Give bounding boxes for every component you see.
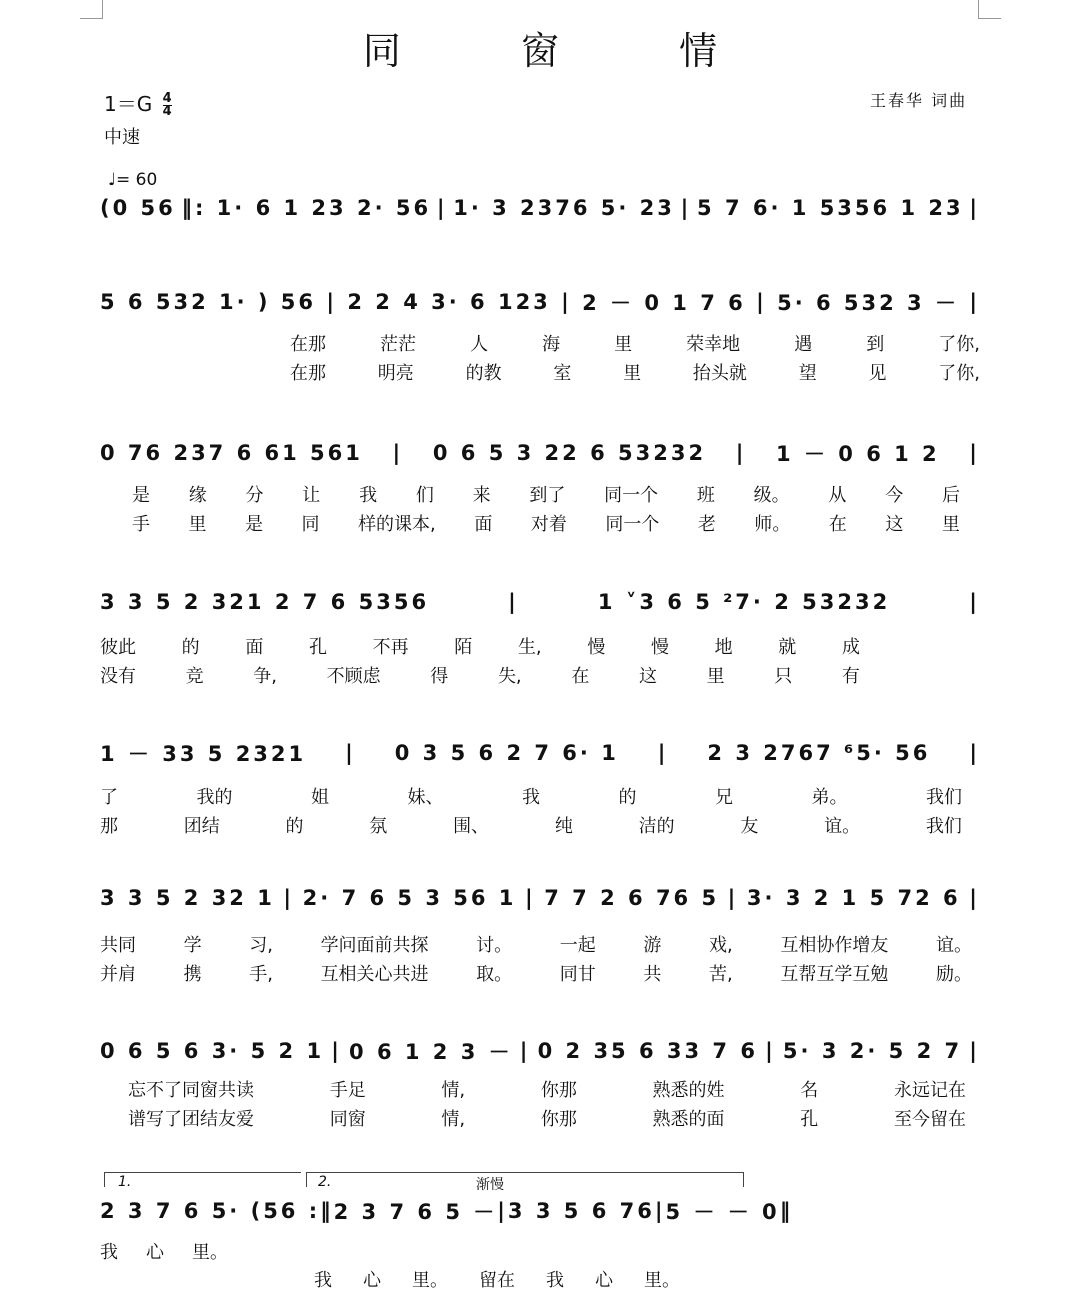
lyric: 友 <box>740 816 759 837</box>
lyric: 苦, <box>709 964 733 985</box>
key-text: 1＝G <box>104 92 153 116</box>
measure: 2 － 0 1 7 6 <box>582 291 746 315</box>
lyric: 得 <box>430 666 449 687</box>
lyric: 是 <box>132 485 150 506</box>
barline: | <box>331 1039 342 1063</box>
first-ending-label: 1. <box>118 1174 132 1190</box>
lyric: 慢 <box>587 637 606 658</box>
lyric: 我 <box>314 1270 332 1291</box>
lyric: 留在 <box>479 1270 515 1291</box>
lyric: 样的课本, <box>358 514 436 535</box>
measure: 5· 6 532 3 － <box>777 291 959 315</box>
lyric: 不再 <box>372 637 409 658</box>
lyric: 的 <box>285 816 304 837</box>
lyric: 成 <box>841 637 860 658</box>
barline: | <box>969 1039 980 1063</box>
lyric: 并肩 <box>100 964 136 985</box>
measure: 0 3 5 6 2 7 6· 1 <box>394 741 619 765</box>
lyric: 共同 <box>100 935 136 956</box>
lyric: 了你, <box>938 363 980 384</box>
lyric: 互相协作增友 <box>780 935 889 956</box>
barline: | <box>657 741 669 765</box>
lyric: 共 <box>643 964 662 985</box>
barline: | <box>765 1039 776 1063</box>
barline: | <box>969 196 980 220</box>
lyric: 励。 <box>935 964 972 985</box>
lyric: 班 <box>696 485 715 506</box>
lyric: 的 <box>618 787 637 808</box>
melody-line-4 <box>100 590 980 614</box>
lyric: 地 <box>714 637 733 658</box>
barline: | <box>436 196 448 220</box>
lyric: 孔 <box>800 1109 819 1130</box>
time-signature-top: 4 <box>162 91 172 106</box>
barline: | <box>756 290 767 314</box>
lyric: 人 <box>470 334 489 355</box>
barline: | <box>326 290 338 314</box>
barline: | <box>969 886 980 910</box>
measure: 2 3 7 6 5· (56 :‖ <box>100 1199 334 1223</box>
barline: | <box>969 590 980 614</box>
measure: 0 6 5 6 3· 5 2 1 <box>100 1039 325 1063</box>
lyric: 里 <box>188 514 207 535</box>
lyric: 谱写了团结友爱 <box>128 1109 254 1130</box>
measure: 5 7 6· 1 5356 1 23 <box>697 196 964 220</box>
barline: | <box>561 290 572 314</box>
lyric: 弟。 <box>811 787 848 808</box>
barline: | <box>345 741 356 765</box>
measure: 1 － 33 5 2321 <box>100 742 307 766</box>
measure: 2 3 2767 ⁶5· 56 <box>707 741 931 765</box>
lyric: 面 <box>474 514 493 535</box>
lyric: 心 <box>595 1270 613 1291</box>
lyric: 抬头就 <box>692 363 747 384</box>
lyric: 团结 <box>183 816 220 837</box>
song-title: 同 窗 情 <box>362 29 772 73</box>
lyric: 海 <box>542 334 561 355</box>
measure: 0 6 5 3 22 6 53232 <box>432 441 707 465</box>
lyric: 争, <box>253 666 278 687</box>
melody-line-5 <box>100 738 980 768</box>
measure: (0 56 <box>100 196 176 220</box>
barline: | <box>392 441 404 465</box>
barline: | <box>735 441 747 465</box>
lyric: 遇 <box>794 334 813 355</box>
lyric: 来 <box>472 485 491 506</box>
lyric: 级。 <box>753 485 790 506</box>
lyric: 没有 <box>100 666 136 687</box>
lyric: 今 <box>885 485 904 506</box>
melody-line-2 <box>100 287 980 317</box>
time-signature-bottom: 4 <box>162 104 172 119</box>
lyrics-line-5-verse-1 <box>100 783 962 809</box>
lyric: 了你, <box>938 334 980 355</box>
lyric: 望 <box>798 363 817 384</box>
measure: 3 3 5 2 32 1 <box>100 886 275 910</box>
lyric: 荣幸地 <box>686 334 741 355</box>
lyric: 里 <box>623 363 642 384</box>
lyric: 学问面前共探 <box>320 935 429 956</box>
measure: 1 － 0 6 1 2 <box>776 442 940 466</box>
lyric: 心 <box>146 1242 164 1263</box>
lyrics-line-6-verse-1 <box>100 931 972 957</box>
melody-line-7 <box>100 1036 980 1066</box>
tempo-text: 中速 <box>104 127 140 148</box>
author-credit: 王春华 词曲 <box>870 91 968 110</box>
measure: 2 3 7 6 5 － <box>333 1200 498 1224</box>
lyric: 老 <box>697 514 716 535</box>
lyric: 我 <box>100 1242 118 1263</box>
barline: | <box>969 741 980 765</box>
lyric: 同一个 <box>604 485 659 506</box>
lyric: 同窗 <box>329 1109 366 1130</box>
lyric: 这 <box>638 666 657 687</box>
lyric: 戏, <box>709 935 733 956</box>
measure: 5 － － 0 <box>665 1200 780 1224</box>
lyric: 后 <box>941 485 960 506</box>
lyric: 室 <box>553 363 572 384</box>
lyric: 到 <box>866 334 885 355</box>
lyric: 面 <box>245 637 264 658</box>
lyrics-line-8-verse-1 <box>100 1238 228 1264</box>
barline: | <box>969 290 980 314</box>
lyric: 里。 <box>644 1270 680 1291</box>
lyric: 那 <box>100 816 118 837</box>
lyric: 手 <box>132 514 150 535</box>
lyric: 心 <box>363 1270 381 1291</box>
lyric: 里。 <box>192 1242 228 1263</box>
lyric: 在那 <box>290 363 326 384</box>
barline: | <box>283 886 295 910</box>
lyric: 在 <box>828 514 847 535</box>
measure: 7 7 2 6 76 5 <box>544 886 720 910</box>
metronome-mark: ♩= 60 <box>108 170 158 190</box>
lyric: 谊。 <box>935 935 972 956</box>
crop-mark-top-left <box>80 0 103 19</box>
lyric: 你那 <box>540 1080 577 1101</box>
melody-line-1 <box>100 196 980 220</box>
lyric: 讨。 <box>476 935 513 956</box>
lyric: 游 <box>643 935 662 956</box>
lyric: 名 <box>800 1080 819 1101</box>
lyric: 一起 <box>559 935 596 956</box>
lyric: 只 <box>774 666 793 687</box>
lyrics-line-3-verse-2 <box>100 510 960 536</box>
measure: 0 2 35 6 33 7 6 <box>537 1039 758 1063</box>
lyric: 情, <box>441 1109 466 1130</box>
barline: | <box>969 441 980 465</box>
crop-mark-top-right <box>978 0 1001 19</box>
lyric: 取。 <box>476 964 513 985</box>
measure: 5· 3 2· 5 2 7 <box>782 1039 963 1063</box>
lyric: 陌 <box>454 637 473 658</box>
lyric: 生, <box>517 637 542 658</box>
lyric: 就 <box>778 637 797 658</box>
final-barline: ‖ <box>779 1199 794 1223</box>
barline: | <box>727 886 739 910</box>
measure: 1 ˅3 6 5 ²7· 2 53232 <box>597 590 891 614</box>
lyric: 手, <box>249 964 273 985</box>
lyric: 们 <box>415 485 434 506</box>
lyric: 让 <box>302 485 321 506</box>
lyrics-line-8-verse-2 <box>314 1266 680 1292</box>
lyric: 我们 <box>925 816 962 837</box>
lyric: 从 <box>828 485 847 506</box>
second-ending-bracket <box>306 1172 744 1187</box>
lyric: 失, <box>497 666 522 687</box>
lyric: 缘 <box>188 485 207 506</box>
measure: 2· 7 6 5 3 56 1 <box>302 886 517 910</box>
lyric: 明亮 <box>377 363 414 384</box>
lyrics-line-4-verse-2 <box>100 662 860 688</box>
lyric: 我的 <box>196 787 233 808</box>
lyric: 妹、 <box>407 787 444 808</box>
melody-line-8 <box>100 1196 794 1226</box>
key-signature <box>104 88 172 118</box>
lyric: 你那 <box>540 1109 577 1130</box>
measure: 0 76 237 6 61 561 <box>100 441 363 465</box>
lyric: 的 <box>181 637 200 658</box>
lyric: 洁的 <box>638 816 675 837</box>
lyric: 这 <box>885 514 904 535</box>
lyric: 师。 <box>754 514 791 535</box>
lyric: 携 <box>183 964 202 985</box>
second-ending-label: 2. <box>318 1174 332 1190</box>
lyric: 至今留在 <box>893 1109 966 1130</box>
lyric: 不顾虑 <box>326 666 381 687</box>
lyric: 里 <box>941 514 960 535</box>
lyric: 永远记在 <box>893 1080 966 1101</box>
barline: | <box>654 1199 666 1223</box>
lyric: 氛 <box>369 816 388 837</box>
measure: 3· 3 2 1 5 72 6 <box>746 886 961 910</box>
barline: | <box>680 196 692 220</box>
time-signature <box>163 93 172 118</box>
lyric: 熟悉的姓 <box>652 1080 725 1101</box>
lyric: 到了 <box>529 485 566 506</box>
lyric: 彼此 <box>100 637 136 658</box>
lyric: 纯 <box>554 816 573 837</box>
lyrics-line-6-verse-2 <box>100 960 972 986</box>
lyric: 我 <box>522 787 540 808</box>
lyrics-line-3-verse-1 <box>100 481 960 507</box>
lyric: 了 <box>100 787 118 808</box>
lyric: 互帮互学互勉 <box>780 964 889 985</box>
lyric: 见 <box>868 363 887 384</box>
lyric: 对着 <box>530 514 567 535</box>
lyric: 茫茫 <box>380 334 417 355</box>
ritardando-marking: 渐慢 <box>476 1177 504 1193</box>
lyric: 谊。 <box>824 816 861 837</box>
lyric: 同甘 <box>559 964 596 985</box>
measure: 0 6 1 2 3 － <box>349 1040 513 1064</box>
first-ending-bracket <box>104 1172 301 1187</box>
lyric: 是 <box>245 514 264 535</box>
lyric: 里。 <box>412 1270 448 1291</box>
lyric: 围、 <box>453 816 490 837</box>
melody-line-3 <box>100 438 980 468</box>
lyric: 我 <box>546 1270 564 1291</box>
measure: 5 6 532 1· ) 56 <box>100 290 317 314</box>
lyric: 在 <box>571 666 590 687</box>
lyric: 习, <box>249 935 273 956</box>
lyric: 姐 <box>311 787 329 808</box>
lyrics-line-4-verse-1 <box>100 633 860 659</box>
lyric: 我们 <box>926 787 962 808</box>
measure: 3 3 5 6 76 <box>507 1199 655 1223</box>
lyrics-line-5-verse-2 <box>100 812 962 838</box>
lyric: 竞 <box>185 666 204 687</box>
lyric: 孔 <box>308 637 327 658</box>
lyric: 同 <box>301 514 320 535</box>
lyric: 互相关心共进 <box>320 964 429 985</box>
barline: | <box>525 886 536 910</box>
lyric: 手足 <box>329 1080 366 1101</box>
lyric: 同一个 <box>605 514 660 535</box>
lyric: 有 <box>841 666 860 687</box>
measure: 1· 3 2376 5· 23 <box>453 196 675 220</box>
lyric: 分 <box>245 485 264 506</box>
barline: | <box>508 590 519 614</box>
lyric: 在那 <box>290 334 326 355</box>
barline: | <box>497 1199 508 1223</box>
measure: 3 3 5 2 321 2 7 6 5356 <box>100 590 430 614</box>
barline: | <box>519 1039 531 1063</box>
lyrics-line-2-verse-2 <box>100 359 980 385</box>
lyrics-line-7-verse-2 <box>100 1105 966 1131</box>
melody-line-6 <box>100 886 980 910</box>
lyric: 情, <box>441 1080 466 1101</box>
measure: ‖: 1· 6 1 23 2· 56 <box>181 196 432 220</box>
lyric: 里 <box>614 334 633 355</box>
lyric: 学 <box>183 935 202 956</box>
lyrics-line-2-verse-1 <box>100 330 980 356</box>
lyric: 我 <box>359 485 378 506</box>
lyric: 里 <box>706 666 725 687</box>
lyrics-line-7-verse-1 <box>100 1076 966 1102</box>
lyric: 忘不了同窗共读 <box>128 1080 254 1101</box>
lyric: 慢 <box>650 637 669 658</box>
measure: 2 2 4 3· 6 123 <box>347 290 551 314</box>
lyric: 的教 <box>465 363 502 384</box>
lyric: 兄 <box>715 787 733 808</box>
lyric: 熟悉的面 <box>652 1109 725 1130</box>
